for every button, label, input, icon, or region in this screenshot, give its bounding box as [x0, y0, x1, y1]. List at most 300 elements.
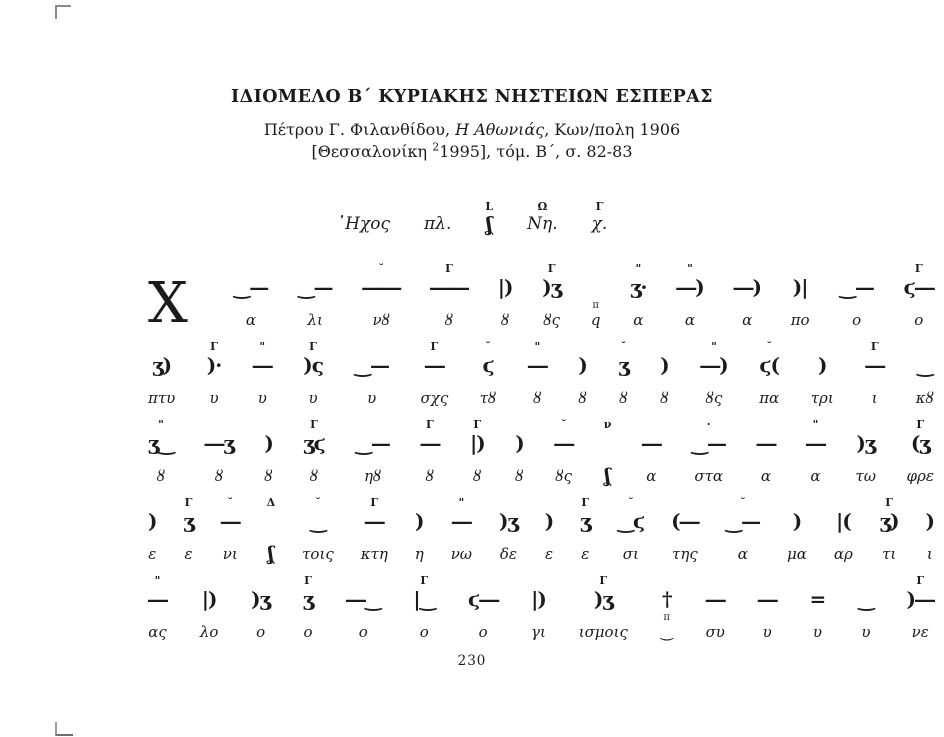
spacer [259, 612, 262, 623]
spacer [423, 612, 426, 623]
page-number: 230 [457, 653, 487, 669]
neume-column [200, 575, 219, 642]
neume-column [470, 419, 485, 486]
neume-upper-mark: " [711, 340, 717, 353]
spacer [766, 612, 769, 623]
neume-group-icon: |( [835, 509, 851, 533]
neume-group-icon: (ʒ [910, 431, 930, 455]
spacer [371, 419, 375, 431]
lyric-syllable: ε [544, 545, 554, 563]
spacer [504, 300, 507, 311]
neume-upper-mark: Γ [426, 418, 434, 431]
neume-column [706, 575, 725, 642]
lyric-syllable: η [414, 545, 424, 563]
lyric-syllable: q [590, 311, 601, 329]
neume-group-icon: ) [792, 509, 802, 533]
neume-group-icon: )ʒ [542, 275, 562, 299]
lyric-syllable: ι [871, 389, 878, 407]
spacer [584, 534, 587, 545]
spacer [764, 419, 768, 431]
spacer [650, 456, 653, 467]
neume-group-icon: ― [554, 431, 574, 455]
citation-author: Πέτρου Γ. Φιλανθίδου, [263, 120, 456, 139]
lyric-syllable: υ [308, 389, 318, 407]
spacer [928, 497, 932, 509]
lyric-syllable: ȣ [660, 389, 669, 407]
spacer [518, 419, 522, 431]
lyric-syllable: αρ [833, 545, 853, 563]
lyric-syllable: ȣς [555, 467, 573, 485]
lyric-syllable: ο [256, 623, 266, 641]
neume-column [303, 341, 323, 408]
score-system [148, 486, 934, 564]
spacer [160, 341, 164, 353]
neume-upper-mark: " [812, 418, 819, 431]
neume-upper-mark: Γ [310, 418, 318, 431]
lyric-syllable: υ [812, 623, 822, 641]
neume-column [759, 341, 779, 408]
neume-group-icon: ―ʒ [204, 431, 234, 455]
neume-column [148, 419, 174, 486]
neume-group-icon: ʒ [580, 509, 591, 533]
neume-column [926, 497, 934, 564]
crop-mark-top-left [55, 5, 71, 19]
spacer [362, 612, 365, 623]
neume-upper-mark: ˘ [378, 262, 384, 275]
lyric-syllable: ο [478, 623, 488, 641]
lyric-syllable: ȣ [473, 467, 482, 485]
neume-column [691, 419, 726, 486]
lyric-syllable: ο [914, 311, 924, 329]
neume-column [468, 575, 498, 642]
martyria-upper-mark: L [485, 200, 494, 213]
neume-column [298, 263, 333, 330]
citation-volume-pages: 1995], τόμ. Β´, σ. 82-83 [439, 142, 633, 161]
neume-column [148, 575, 167, 642]
neume-upper-mark: " [154, 574, 161, 587]
neume-upper-mark: ˘ [485, 340, 491, 353]
inline-martyria-sign: ʆ [604, 465, 611, 487]
martyria-upper-mark: Γ [595, 200, 604, 213]
neume-column [148, 341, 175, 408]
neume-column [234, 263, 269, 330]
spacer [249, 300, 252, 311]
neume-column [880, 497, 899, 564]
spacer [482, 612, 485, 623]
spacer [712, 378, 715, 389]
neume-column [302, 497, 334, 564]
lyric-syllable: ας [148, 623, 167, 641]
neume-group-icon: ϛ― [468, 587, 499, 611]
lyric-syllable: α [742, 311, 753, 329]
spacer [842, 534, 845, 545]
neume-group-icon: ) [925, 509, 934, 533]
neume-group-icon: |) [201, 587, 217, 611]
spacer [594, 263, 598, 275]
martyria-upper-mark: Ω [537, 200, 548, 213]
neume-group-icon: ― [148, 587, 167, 611]
spacer [814, 456, 817, 467]
spacer [919, 612, 922, 623]
spacer [433, 378, 436, 389]
spacer [816, 575, 820, 587]
neume-group-icon: ―― [430, 275, 468, 299]
neume-column [865, 341, 884, 408]
neume-group-icon: |) [497, 275, 513, 299]
neume-column [858, 575, 874, 642]
spacer [207, 575, 211, 587]
neume-group-icon: )ʒ [498, 509, 518, 533]
neume-group-icon: ʒϛ [303, 431, 325, 455]
lyric-syllable: νε [911, 623, 929, 641]
neume-column [810, 575, 826, 642]
spacer [187, 534, 190, 545]
lyric-syllable: ȣ [444, 311, 454, 329]
spacer [637, 300, 640, 311]
spacer [460, 534, 463, 545]
neume-column [430, 263, 468, 330]
neume-column [618, 341, 628, 408]
mode-item [592, 200, 608, 235]
neume-column [415, 497, 424, 564]
score-system [148, 252, 934, 336]
mode-text: χ. [591, 214, 608, 234]
spacer [547, 534, 550, 545]
neume-group-icon: ‿— [354, 353, 389, 377]
source-citation-line2 [0, 142, 944, 161]
spacer [503, 263, 507, 275]
neume-upper-mark: Γ [210, 340, 218, 353]
neume-group-icon: ‿— [233, 275, 269, 299]
spacer [507, 534, 510, 545]
spacer [714, 612, 717, 623]
lyric-syllable: ȣ [309, 467, 319, 485]
spacer [417, 497, 421, 509]
neume-column [834, 497, 853, 564]
neume-column [916, 341, 934, 408]
source-citation-line1 [0, 120, 944, 139]
neume-group-icon: = [809, 587, 826, 611]
spacer [663, 341, 667, 353]
neume-group-icon: ) [148, 509, 157, 533]
neume-column [617, 497, 644, 564]
lyric-syllable: ȣς [705, 389, 723, 407]
lyric-syllable: λι [307, 311, 323, 329]
score-system [148, 330, 934, 408]
neume-column [661, 575, 673, 642]
neume-column [221, 497, 240, 564]
lyric-syllable: γι [531, 623, 546, 641]
spacer [864, 575, 868, 587]
spacer [764, 456, 767, 467]
neume-column [660, 341, 668, 408]
lyric-syllable: τοις [302, 545, 334, 563]
citation-work-title: Η Αθωνιάς [455, 120, 545, 139]
spacer [547, 497, 551, 509]
spacer [795, 497, 799, 509]
lyric-syllable: ο [358, 623, 368, 641]
neume-group-icon: ― [220, 509, 240, 533]
neume-column [354, 341, 389, 408]
lyric-syllable: α [245, 311, 256, 329]
spacer [506, 497, 510, 509]
neume-upper-mark: Γ [870, 340, 879, 353]
neume-group-icon: )ʒ [251, 587, 270, 611]
neume-group-icon: ) [264, 431, 273, 455]
spacer [481, 575, 485, 587]
spacer [795, 534, 798, 545]
lyric-syllable: νω [450, 545, 473, 563]
spacer [841, 497, 845, 509]
neume-upper-mark: Γ [599, 574, 608, 587]
neume-column [578, 341, 586, 408]
spacer [316, 534, 319, 545]
neume-group-icon: ‿ [310, 509, 326, 533]
spacer [261, 378, 264, 389]
neume-column [207, 341, 221, 408]
lyric-syllable: τω [855, 467, 877, 485]
neume-column [787, 497, 807, 564]
lyric-syllable: ισμοις [578, 623, 628, 641]
lyric-syllable: ȣ [500, 311, 510, 329]
mode-text: Νη. [527, 214, 558, 234]
lyric-syllable: πο [790, 311, 810, 329]
lyric-syllable: ηȣ [364, 467, 382, 485]
spacer [562, 456, 565, 467]
spacer [864, 612, 867, 623]
lyric-syllable: ȣ [515, 467, 524, 485]
neume-group-icon: ―‿ [345, 587, 381, 611]
neume-upper-mark: " [534, 340, 541, 353]
lyric-syllable: υ [762, 623, 772, 641]
spacer [311, 378, 314, 389]
lyric-syllable: ȣ [533, 389, 542, 407]
neume-column [204, 419, 233, 486]
neume-column [591, 263, 601, 330]
lyric-syllable: μα [787, 545, 807, 563]
neume-group-icon: ‿— [725, 509, 761, 533]
spacer [486, 378, 489, 389]
neume-column [251, 575, 270, 642]
crop-mark-bottom-left [55, 722, 73, 736]
lyric-syllable: ε [581, 545, 590, 563]
spacer [373, 534, 376, 545]
lyric-syllable: ε [184, 545, 193, 563]
lyric-syllable: τρι [810, 389, 834, 407]
neume-group-icon: )ʒ [856, 431, 876, 455]
neume-column [355, 419, 390, 486]
lyric-upper-mark: π [663, 612, 670, 623]
spacer [928, 534, 931, 545]
lyric-syllable: κȣ [915, 389, 934, 407]
lyric-syllable: ȣ [619, 389, 628, 407]
neume-group-icon: ―― [362, 275, 401, 299]
spacer [923, 341, 927, 353]
neume-column [676, 263, 703, 330]
spacer [218, 456, 221, 467]
spacer [550, 300, 553, 311]
spacer [665, 575, 669, 587]
neume-column [542, 263, 561, 330]
neume-upper-mark: · [706, 418, 711, 431]
spacer [816, 612, 819, 623]
spacer [820, 341, 824, 353]
spacer [581, 341, 585, 353]
neume-group-icon: ) [515, 431, 524, 455]
spacer [207, 612, 210, 623]
spacer [428, 456, 431, 467]
neume-group-icon: ―) [700, 353, 728, 377]
spacer [683, 534, 686, 545]
neume-group-icon: ϛ― [903, 275, 934, 299]
spacer [436, 200, 440, 213]
lyric-syllable: α [684, 311, 696, 329]
neume-column [346, 575, 381, 642]
spacer [923, 378, 926, 389]
spacer [267, 456, 270, 467]
neume-group-icon [605, 431, 611, 456]
neume-upper-mark: Γ [916, 418, 925, 431]
neume-group-icon: ― [865, 353, 885, 377]
neume-group-icon: ― [451, 509, 471, 533]
neume-group-icon: ‿— [691, 431, 726, 455]
lyric-syllable: ε [148, 545, 157, 563]
neume-upper-mark: " [259, 340, 266, 353]
neume-group-icon: ʒ· [630, 275, 647, 299]
neume-upper-mark: Γ [430, 340, 439, 353]
lyric-syllable: τι [882, 545, 897, 563]
neume-upper-mark: " [158, 418, 164, 431]
neume-group-icon: ) [544, 509, 554, 533]
lyric-syllable: νι [222, 545, 238, 563]
neume-column [515, 419, 523, 486]
neume-upper-mark: Γ [581, 496, 590, 509]
edition-superscript: 2 [432, 140, 440, 154]
neume-upper-mark: Γ [473, 418, 482, 431]
neume-group-icon: ) [817, 353, 827, 377]
spacer [150, 497, 154, 509]
spacer [217, 419, 221, 431]
lyric-syllable: ȣ [425, 467, 435, 485]
neume-group-icon: (― [671, 509, 699, 533]
neume-group-icon: |‿ [413, 587, 436, 611]
lyric-syllable: λο [199, 623, 219, 641]
lyric-syllable: νȣ [372, 311, 390, 329]
neume-column [264, 419, 272, 486]
neume-upper-mark: Γ [420, 574, 429, 587]
spacer [259, 575, 263, 587]
spacer [160, 378, 163, 389]
neume-upper-mark: Γ [445, 262, 453, 275]
neume-group-icon: ʒ [302, 587, 314, 611]
mode-item [485, 200, 493, 235]
neume-group-icon: ―) [676, 275, 704, 299]
lyric-syllable: α [633, 311, 644, 329]
spacer [229, 534, 232, 545]
neume-upper-mark: Γ [547, 262, 556, 275]
neume-column [758, 575, 777, 642]
neume-column [499, 497, 518, 564]
spacer [855, 300, 858, 311]
spacer [917, 300, 920, 311]
spacer [249, 263, 253, 275]
spacer [919, 456, 922, 467]
mode-item [337, 200, 390, 235]
spacer [476, 456, 479, 467]
neume-column [528, 341, 547, 408]
neume-column [839, 263, 874, 330]
spacer [746, 300, 749, 311]
spacer [873, 378, 876, 389]
neume-column [148, 497, 156, 564]
neume-upper-mark: ν [603, 418, 612, 431]
lyric-syllable: ȣ [156, 467, 166, 485]
neume-column [579, 575, 628, 642]
neume-column [498, 263, 513, 330]
chant-score [148, 252, 934, 642]
neume-column [420, 419, 439, 486]
lyric-syllable: υ [209, 389, 219, 407]
neume-column [267, 497, 276, 564]
lyric-syllable: φρε [906, 467, 934, 485]
neume-group-icon: ʒ‿ [148, 431, 174, 455]
mode-text: ᾿Ηχος [336, 214, 391, 234]
lyric-upper-mark: π [592, 300, 599, 311]
neume-group-icon: ) [578, 353, 587, 377]
neume-upper-mark: " [687, 262, 693, 275]
lyric-syllable: ȣ [264, 467, 273, 485]
neume-upper-mark: ˘ [620, 340, 627, 353]
spacer [518, 456, 521, 467]
neume-group-icon: ) [660, 353, 669, 377]
lyric-syllable: α [646, 467, 657, 485]
spacer [768, 378, 771, 389]
neume-column [726, 497, 761, 564]
neume-group-icon: ― [757, 587, 777, 611]
spacer [313, 263, 317, 275]
lyric-syllable: τȣ [479, 389, 497, 407]
spacer [312, 456, 315, 467]
lyric-syllable: ‿ [660, 623, 673, 641]
mode-item [527, 200, 557, 235]
neume-upper-mark: Γ [309, 340, 317, 353]
neume-group-icon: )| [792, 275, 808, 299]
neume-group-icon: )ʒ [593, 587, 613, 611]
neume-group-icon [268, 509, 274, 534]
spacer [629, 534, 632, 545]
neume-group-icon: ― [805, 431, 825, 455]
mode-item [424, 200, 451, 235]
spacer [267, 419, 271, 431]
spacer [159, 456, 162, 467]
spacer [688, 300, 691, 311]
lyric-syllable: σι [622, 545, 639, 563]
neume-group-icon: ʒ) [879, 509, 899, 533]
mode-text: πλ. [424, 214, 452, 234]
neume-column [580, 497, 590, 564]
neume-group-icon: ― [252, 353, 272, 377]
neume-column [361, 497, 388, 564]
spacer [370, 378, 373, 389]
neume-column [630, 263, 646, 330]
neume-upper-mark: Γ [885, 496, 894, 509]
neume-column [362, 263, 400, 330]
lyric-syllable: α [810, 467, 821, 485]
neume-group-icon: |) [531, 587, 546, 611]
lyric-syllable: α [760, 467, 772, 485]
neume-upper-mark: ˘ [740, 496, 746, 509]
neume-column [791, 263, 810, 330]
